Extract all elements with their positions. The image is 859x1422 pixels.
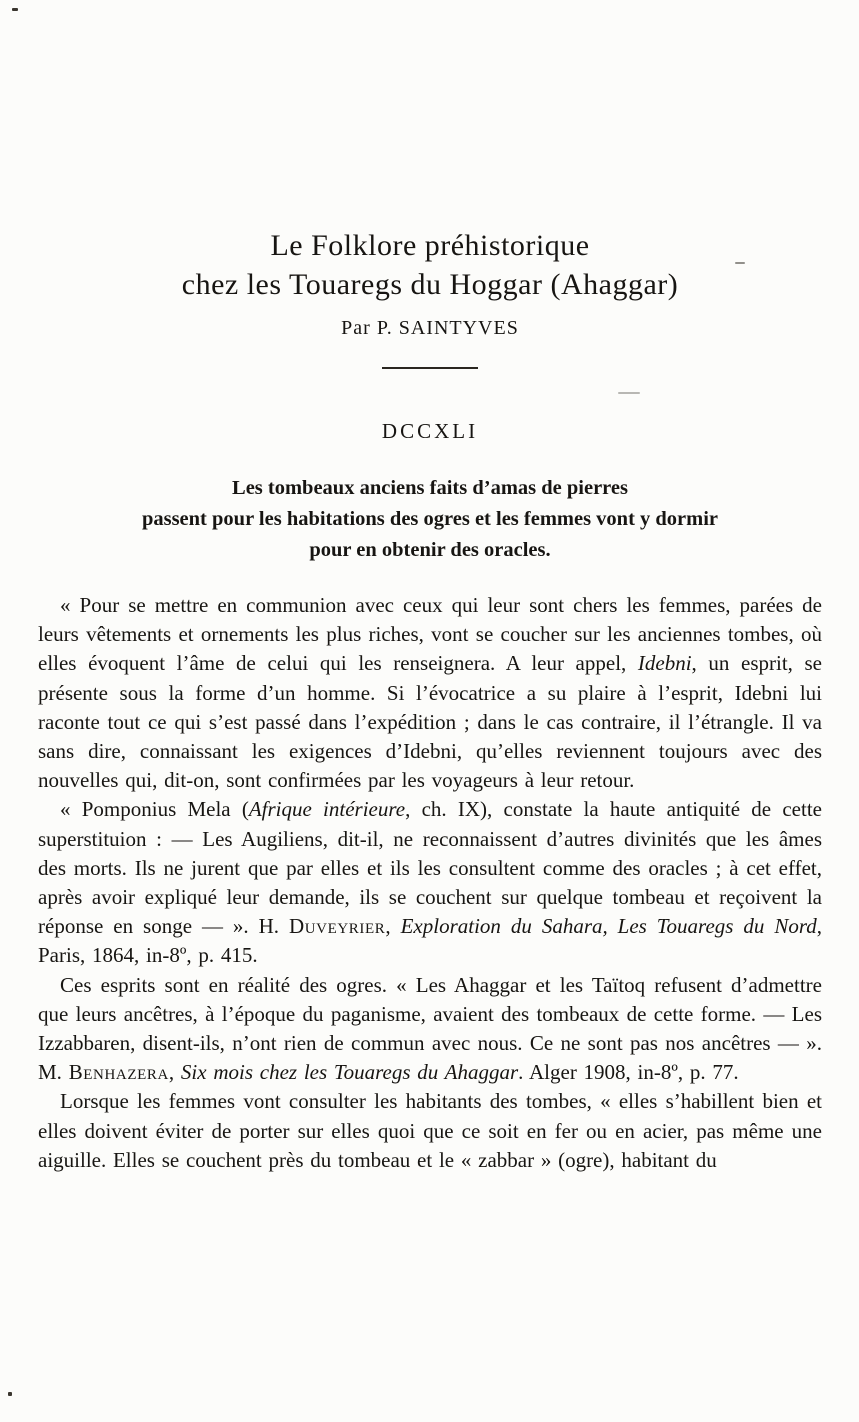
page-title xyxy=(38,226,822,304)
title-line-2: chez les Touaregs du Hoggar (Ahaggar) xyxy=(181,268,679,301)
scan-artifact xyxy=(12,8,18,11)
text-segment: Ces esprits sont en réalité des ogres. « Les Ahaggar et les Taïtoq refusent d’admettre que leurs ancêtres, à l’époque du paganisme, avaient des tombeaux de cette forme. — Les Izzabbaren, disent-ils, n’ont rien de commun avec nous. Ce ne sont pas nos ancêtres — ». M. xyxy=(38,972,822,1085)
text-segment: Afrique intérieure xyxy=(248,797,406,822)
byline: Par P. SAINTYVES xyxy=(341,317,519,339)
paragraph xyxy=(38,591,822,795)
text-segment: Exploration du Sahara, Les Touaregs du Nord xyxy=(400,914,817,939)
heading-line-2: passent pour les habitations des ogres et les femmes vont y dormir xyxy=(141,508,719,530)
body-text xyxy=(38,591,822,1175)
scan-artifact xyxy=(735,262,745,264)
text-segment: . Alger 1908, in-8º, p. 77. xyxy=(518,1060,739,1085)
scan-artifact xyxy=(8,1392,12,1396)
title-line-1: Le Folklore préhistorique xyxy=(270,229,590,262)
section-heading xyxy=(38,473,822,566)
heading-line-1: Les tombeaux anciens faits d’amas de pierres xyxy=(232,477,628,499)
text-segment: , xyxy=(385,914,401,939)
text-segment: , un esprit, se présente sous la forme d’un homme. Si l’évocatrice a su plaire à l’esprit, Idebni lui raconte tout ce qui s’est passé dans l’expédition ; dans le cas contraire, il l’étrangle. Il va sans dire, connaissant les exigences d’Idebni, qu’elles reviennent toujours avec des nouvelles qui, dit-on, sont confirmées par les voyageurs à leur retour. xyxy=(38,651,822,793)
text-segment: Idebni xyxy=(637,651,692,676)
scan-artifact xyxy=(618,392,640,394)
text-segment: Duveyrier xyxy=(288,914,386,939)
text-segment: , xyxy=(168,1060,181,1085)
text-segment: Lorsque les femmes vont consulter les habitants des tombes, « elles s’habillent bien et elles doivent éviter de porter sur elles quoi que ce soit en fer ou en acier, pas même une aiguille. Elles se couchent près du tombeau et le « zabbar » (ogre), habitant du xyxy=(38,1089,822,1172)
paragraph xyxy=(38,971,822,1088)
text-segment: Benhazera xyxy=(68,1060,169,1085)
paragraph xyxy=(38,1087,822,1175)
text-segment: , ch. IX), constate la haute antiquité de cette superstituion : — Les Augiliens, dit-il, ne reconnaissent d’autres divinités que les âmes des morts. Ils ne jurent que par elles et ils les consultent comme des oracles ; à cet effet, après avoir expliqué leur demande, ils se couchent sur quelque tombeau et reçoivent la réponse en songe — ». H. xyxy=(38,797,822,939)
heading-line-3: pour en obtenir des oracles. xyxy=(309,539,551,561)
text-segment: « Pomponius Mela ( xyxy=(60,797,249,822)
text-segment: , Paris, 1864, in-8º, p. 415. xyxy=(38,914,822,968)
section-number: DCCXLI xyxy=(381,419,479,443)
divider-rule xyxy=(382,367,478,369)
paragraph xyxy=(38,795,822,970)
text-segment: « Pour se mettre en communion avec ceux qui leur sont chers les femmes, parées de leurs vêtements et ornements les plus riches, vont se coucher sur les anciennes tombes, où elles évoquent l’âme de celui qui les renseignera. A leur appel, xyxy=(38,593,822,676)
text-segment: Six mois chez les Touaregs du Ahaggar xyxy=(180,1060,519,1085)
